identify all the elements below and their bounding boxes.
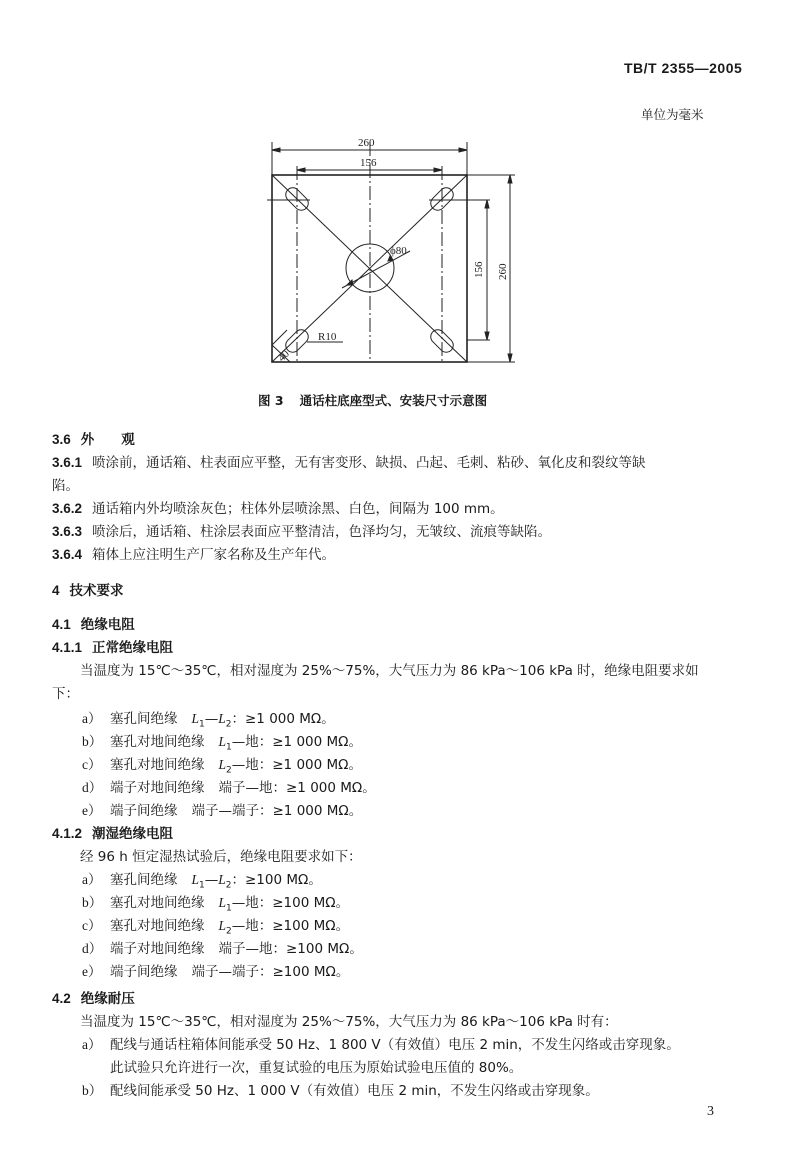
base-mounting-diagram	[240, 128, 560, 378]
dim-156-top: 156	[360, 157, 377, 169]
clause-4-2-intro: 当温度为 15℃～35℃，相对湿度为 25%～75%，大气压力为 86 kPa～106 kPa 时有：	[80, 1014, 618, 1030]
clause-4-1-2-intro: 经 96 h 恒定湿热试验后，绝缘电阻要求如下：	[80, 849, 362, 865]
dim-260-top: 260	[358, 137, 375, 149]
section-4-heading: 4 技术要求	[52, 583, 124, 599]
clause-3-6-1: 3.6.1 喷涂前，通话箱、柱表面应平整，无有害变形、缺损、凸起、毛刺、粘砂、氧化皮和裂纹等缺	[52, 455, 646, 471]
caption-number: 图 3	[258, 393, 284, 408]
dim-r10: R10	[318, 331, 337, 343]
section-4-1-2-heading: 4.1.2 潮湿绝缘电阻	[52, 826, 174, 842]
list-item: e） 端子间绝缘 端子—端子：≥100 MΩ。	[82, 964, 350, 980]
clause-4-1-1-intro-cont: 下：	[52, 686, 79, 702]
section-4-1-heading: 4.1 绝缘电阻	[52, 617, 135, 633]
list-item: a） 配线与通话柱箱体间能承受 50 Hz、1 800 V（有效值）电压 2 min，不发生闪络或击穿现象。	[82, 1037, 680, 1053]
dim-260-right: 260	[497, 263, 509, 280]
section-4-2-heading: 4.2 绝缘耐压	[52, 991, 135, 1007]
section-3-6-heading: 3.6 外 观	[52, 432, 135, 448]
page-number: 3	[707, 1104, 714, 1119]
clause-3-6-1-cont: 陷。	[52, 478, 79, 494]
dim-phi80: ϕ80	[390, 245, 407, 257]
slot-bottom-right	[428, 327, 456, 355]
list-item: b） 塞孔对地间绝缘 $L_1—$地：≥100 MΩ。	[82, 895, 350, 914]
clause-3-6-2: 3.6.2 通话箱内外均喷涂灰色；柱体外层喷涂黑、白色，间隔为 100 mm。	[52, 501, 504, 517]
list-item-continuation: 此试验只允许进行一次，重复试验的电压为原始试验电压值的 80%。	[110, 1060, 523, 1076]
section-4-1-1-heading: 4.1.1 正常绝缘电阻	[52, 640, 174, 656]
clause-3-6-3: 3.6.3 喷涂后，通话箱、柱涂层表面应平整清洁，色泽均匀，无皱纹、流痕等缺陷。	[52, 524, 552, 540]
caption-text: 通话柱底座型式、安装尺寸示意图	[299, 393, 488, 408]
dim-156-right: 156	[473, 261, 485, 278]
dim-40: 40	[275, 347, 292, 365]
unit-note: 单位为毫米	[641, 107, 704, 122]
slot-bottom-left	[283, 327, 311, 355]
list-item: a） 塞孔间绝缘 $L_1—L_2$：≥100 MΩ。	[82, 872, 322, 891]
list-item: b） 配线间能承受 50 Hz、1 000 V（有效值）电压 2 min，不发生闪络或击穿现象。	[82, 1083, 599, 1099]
figure-caption	[258, 391, 487, 409]
clause-3-6-4: 3.6.4 箱体上应注明生产厂家名称及生产年代。	[52, 547, 336, 563]
list-item: e） 端子间绝缘 端子—端子：≥1 000 MΩ。	[82, 803, 363, 819]
standard-code: TB/T 2355—2005	[624, 60, 743, 76]
list-item: c） 塞孔对地间绝缘 $L_2—$地：≥1 000 MΩ。	[82, 757, 362, 776]
clause-4-1-1-intro: 当温度为 15℃～35℃，相对湿度为 25%～75%，大气压力为 86 kPa～106 kPa 时，绝缘电阻要求如	[80, 663, 699, 679]
list-item: c） 塞孔对地间绝缘 $L_2—$地：≥100 MΩ。	[82, 918, 350, 937]
list-item: d） 端子对地间绝缘 端子—地：≥1 000 MΩ。	[82, 780, 376, 796]
list-item: d） 端子对地间绝缘 端子—地：≥100 MΩ。	[82, 941, 363, 957]
list-item: b） 塞孔对地间绝缘 $L_1—$地：≥1 000 MΩ。	[82, 734, 362, 753]
list-item: a） 塞孔间绝缘 $L_1—L_2$：≥1 000 MΩ。	[82, 711, 335, 730]
